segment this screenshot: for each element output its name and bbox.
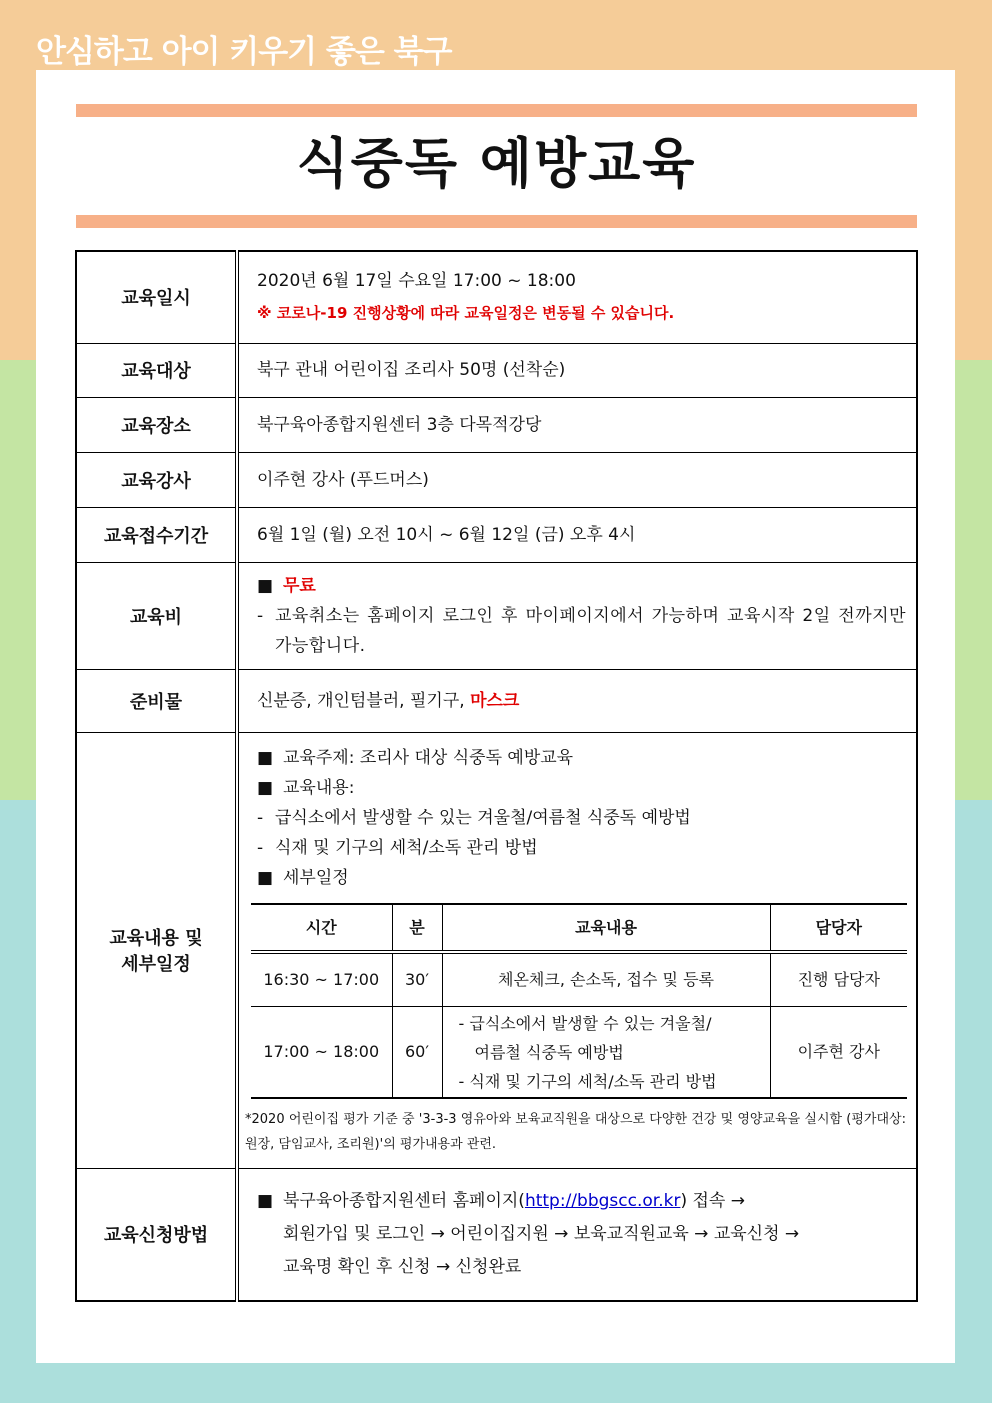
square-bullet-icon: ■: [257, 778, 274, 798]
dash-marker: -: [257, 838, 264, 858]
schedule-content: - 급식소에서 발생할 수 있는 겨울철/: [458, 1013, 712, 1033]
schedule-person: 진행 담당자: [770, 952, 907, 1007]
row-supplies: [76, 669, 917, 732]
row-target: [76, 343, 917, 397]
schedule-content: 여름철 식중독 예방법: [474, 1042, 624, 1062]
column-header: 분: [392, 904, 442, 952]
schedule-content: 체온체크, 손소독, 접수 및 등록: [442, 952, 770, 1007]
schedule-table: [251, 903, 907, 1099]
row-content: [76, 732, 917, 1168]
apply-line1-text: 북구육아종합지원센터 홈페이지(: [283, 1190, 525, 1211]
target-value: 북구 관내 어린이집 조리사 50명 (선착순): [237, 343, 917, 397]
topic-text: 교육주제: 조리사 대상 식중독 예방교육: [283, 748, 574, 768]
row-apply: [76, 1168, 917, 1301]
square-bullet-icon: ■: [257, 868, 274, 888]
fee-note: 교육취소는 홈페이지 로그인 후 마이페이지에서 가능하며 교육시작 2일 전까지만 가능합니다.: [275, 605, 906, 656]
document-paper: [36, 70, 955, 1363]
column-header: 시간: [251, 904, 392, 952]
row-label: 준비물: [76, 669, 237, 732]
info-table: [75, 250, 918, 1302]
apply-line2: 회원가입 및 로그인 → 어린이집지원 → 보육교직원교육 → 교육신청 →: [283, 1223, 800, 1244]
schedule-minutes: 60′: [392, 1007, 442, 1099]
row-label: 세부일정: [121, 954, 191, 975]
content-item: 급식소에서 발생할 수 있는 겨울철/여름철 식중독 예방법: [275, 808, 691, 828]
instructor-value: 이주현 강사 (푸드머스): [237, 452, 917, 507]
row-place: [76, 397, 917, 452]
row-label: 교육내용 및: [109, 928, 203, 949]
slogan: 안심하고 아이 키우기 좋은 북구: [36, 34, 452, 70]
schedule-minutes: 30′: [392, 952, 442, 1007]
row-label: 교육대상: [76, 343, 237, 397]
row-label: 교육장소: [76, 397, 237, 452]
schedule-person: 이주현 강사: [770, 1007, 907, 1099]
schedule-heading: 세부일정: [283, 868, 349, 888]
row-label: 교육일시: [76, 251, 237, 343]
period-value: 6월 1일 (월) 오전 10시 ~ 6월 12일 (금) 오후 4시: [237, 507, 917, 562]
schedule-time: 17:00 ~ 18:00: [263, 1042, 380, 1061]
fee-value: 무료: [283, 575, 316, 596]
page-title: 식중독 예방교육: [296, 132, 697, 195]
apply-line1-arrow: ) 접속 →: [680, 1190, 745, 1211]
content-heading: 교육내용:: [283, 778, 355, 798]
title-bar-top: [76, 104, 917, 117]
row-label: 교육비: [76, 562, 237, 669]
row-label: 교육신청방법: [76, 1168, 237, 1301]
square-bullet-icon: ■: [257, 748, 274, 768]
supplies-highlight: 마스크: [470, 690, 520, 711]
row-date: [76, 251, 917, 343]
row-instructor: [76, 452, 917, 507]
square-bullet-icon: ■: [257, 575, 274, 596]
apply-line3: 교육명 확인 후 신청 → 신청완료: [283, 1256, 522, 1277]
date-value: 2020년 6월 17일 수요일 17:00 ~ 18:00: [257, 271, 576, 292]
row-fee: [76, 562, 917, 669]
row-label: 교육강사: [76, 452, 237, 507]
column-header: 담당자: [770, 904, 907, 952]
schedule-header-row: [251, 904, 907, 952]
homepage-link[interactable]: http://bbgscc.or.kr: [524, 1190, 681, 1211]
table-row: [251, 952, 907, 1007]
footnote: *2020 어린이집 평가 기준 중 '3-3-3 영유아와 보육교직원을 대상으로 다양한 건강 및 영양교육을 실시함 (평가대상: 원장, 담임교사, 조리원)'의 평가내용과 관련.: [245, 1112, 906, 1152]
date-note: ※ 코로나-19 진행상황에 따라 교육일정은 변동될 수 있습니다.: [257, 304, 675, 323]
content-item: 식재 및 기구의 세척/소독 관리 방법: [275, 838, 538, 858]
table-row: [251, 1007, 907, 1099]
schedule-time: 16:30 ~ 17:00: [251, 952, 392, 1007]
dash-marker: -: [257, 808, 264, 828]
schedule-content: - 식재 및 기구의 세척/소독 관리 방법: [458, 1071, 717, 1091]
supplies-value: 신분증, 개인텀블러, 필기구,: [257, 690, 465, 711]
title-bar-bottom: [76, 215, 917, 228]
square-bullet-icon: ■: [257, 1190, 274, 1211]
dash-marker: -: [257, 605, 264, 626]
column-header: 교육내용: [442, 904, 770, 952]
place-value: 북구육아종합지원센터 3층 다목적강당: [237, 397, 917, 452]
row-period: [76, 507, 917, 562]
row-label: 교육접수기간: [76, 507, 237, 562]
